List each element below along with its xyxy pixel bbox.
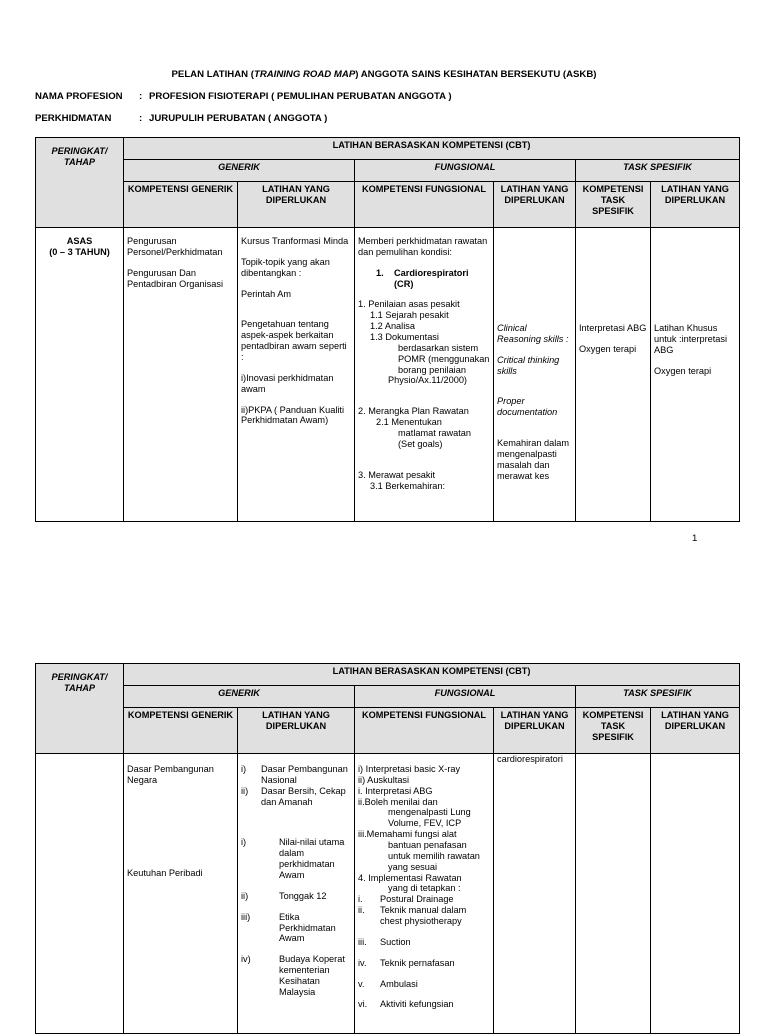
latihan-task-cell bbox=[651, 754, 740, 1034]
header-latihan-generik: LATIHAN YANG DIPERLUKAN bbox=[238, 182, 355, 228]
kompetensi-task-cell bbox=[576, 754, 651, 1034]
header-latihan-task: LATIHAN YANG DIPERLUKAN bbox=[651, 182, 740, 228]
header-kompetensi-task: KOMPETENSI TASK SPESIFIK bbox=[576, 708, 651, 754]
latihan-fungsional-cell: cardiorespiratori bbox=[494, 754, 576, 1034]
meta-profesion: NAMA PROFESION : PROFESION FISIOTERAPI ( PEMULIHAN PERUBATAN ANGGOTA ) bbox=[35, 91, 452, 102]
peringkat-cell bbox=[36, 754, 124, 1034]
header-kompetensi-task: KOMPETENSI TASK SPESIFIK bbox=[576, 182, 651, 228]
header-peringkat: PERINGKAT/ TAHAP bbox=[36, 664, 124, 754]
header-latihan-generik: LATIHAN YANG DIPERLUKAN bbox=[238, 708, 355, 754]
page-number: 1 bbox=[692, 533, 698, 544]
latihan-task-cell: Latihan Khusus untuk :interpretasi ABG Oxygen terapi bbox=[651, 228, 740, 522]
header-peringkat: PERINGKAT/ TAHAP bbox=[36, 138, 124, 228]
kompetensi-generik-cell: Pengurusan Personel/Perkhidmatan Pengurusan Dan Pentadbiran Organisasi bbox=[124, 228, 238, 522]
latihan-generik-cell: i) Dasar Pembangunan Nasional ii) Dasar Bersih, Cekap dan Amanah i) Nilai-nilai utama dalam perkhidmatan Awam ii) Tonggak 12 iii) Etika Perkhidmatan Awam iv) Budaya Koperat kementerian Kesihatan Malaysia bbox=[238, 754, 355, 1034]
header-cbt: LATIHAN BERASASKAN KOMPETENSI (CBT) bbox=[124, 664, 740, 686]
header-fungsional: FUNGSIONAL bbox=[355, 160, 576, 182]
kompetensi-fungsional-cell: Memberi perkhidmatan rawatan dan pemulihan kondisi: 1. Cardiorespiratori (CR) 1. Penilaian asas pesakit 1.1 Sejarah pesakit 1.2 Analisa 1.3 Dokumentasi berdasarkan sistem POMR (menggunakan borang penilaian Physio/Ax.11/2000) 2. Merangka Plan Rawatan 2.1 Menentukan matlamat rawatan (Set goals) 3. Merawat pesakit 3.1 Berkemahiran: bbox=[355, 228, 494, 522]
training-table-2 bbox=[35, 663, 740, 1034]
header-generik: GENERIK bbox=[124, 160, 355, 182]
header-latihan-fungsional: LATIHAN YANG DIPERLUKAN bbox=[494, 708, 576, 754]
header-cbt: LATIHAN BERASASKAN KOMPETENSI (CBT) bbox=[124, 138, 740, 160]
peringkat-cell: ASAS (0 – 3 TAHUN) bbox=[36, 228, 124, 522]
latihan-fungsional-cell: Clinical Reasoning skills : Critical thinking skills Proper documentation Kemahiran dalam mengenalpasti masalah dan merawat kes bbox=[494, 228, 576, 522]
header-fungsional: FUNGSIONAL bbox=[355, 686, 576, 708]
kompetensi-task-cell: Interpretasi ABG Oxygen terapi bbox=[576, 228, 651, 522]
header-task-spesifik: TASK SPESIFIK bbox=[576, 686, 740, 708]
kompetensi-generik-cell: Dasar Pembangunan Negara Keutuhan Peribadi bbox=[124, 754, 238, 1034]
header-task-spesifik: TASK SPESIFIK bbox=[576, 160, 740, 182]
kompetensi-fungsional-cell: i) Interpretasi basic X-ray ii) Auskultasi i. Interpretasi ABG ii.Boleh menilai dan mengenalpasti Lung Volume, FEV, ICP iii.Memahami fungsi alat bantuan penafasan untuk memilih rawatan yang sesuai 4. Implementasi Rawatan yang di tetapkan : i. Postural Drainage ii. Teknik manual dalam chest physiotherapy iii. Suction iv. Teknik pernafasan v. Ambulasi vi. Aktiviti kefungsian bbox=[355, 754, 494, 1034]
header-kompetensi-generik: KOMPETENSI GENERIK bbox=[124, 182, 238, 228]
latihan-generik-cell: Kursus Tranformasi Minda Topik-topik yang akan dibentangkan : Perintah Am Pengetahuan tentang aspek-aspek berkaitan pentadbiran awam seperti : i)Inovasi perkhidmatan awam ii)PKPA ( Panduan Kualiti Perkhidmatan Awam) bbox=[238, 228, 355, 522]
header-kompetensi-generik: KOMPETENSI GENERIK bbox=[124, 708, 238, 754]
header-latihan-task: LATIHAN YANG DIPERLUKAN bbox=[651, 708, 740, 754]
header-kompetensi-fungsional: KOMPETENSI FUNGSIONAL bbox=[355, 708, 494, 754]
document-title: PELAN LATIHAN (TRAINING ROAD MAP) ANGGOTA SAINS KESIHATAN BERSEKUTU (ASKB) bbox=[171, 69, 597, 80]
training-table-1 bbox=[35, 137, 740, 522]
meta-perkhidmatan: PERKHIDMATAN : JURUPULIH PERUBATAN ( ANGGOTA ) bbox=[35, 113, 328, 124]
header-kompetensi-fungsional: KOMPETENSI FUNGSIONAL bbox=[355, 182, 494, 228]
header-generik: GENERIK bbox=[124, 686, 355, 708]
header-latihan-fungsional: LATIHAN YANG DIPERLUKAN bbox=[494, 182, 576, 228]
